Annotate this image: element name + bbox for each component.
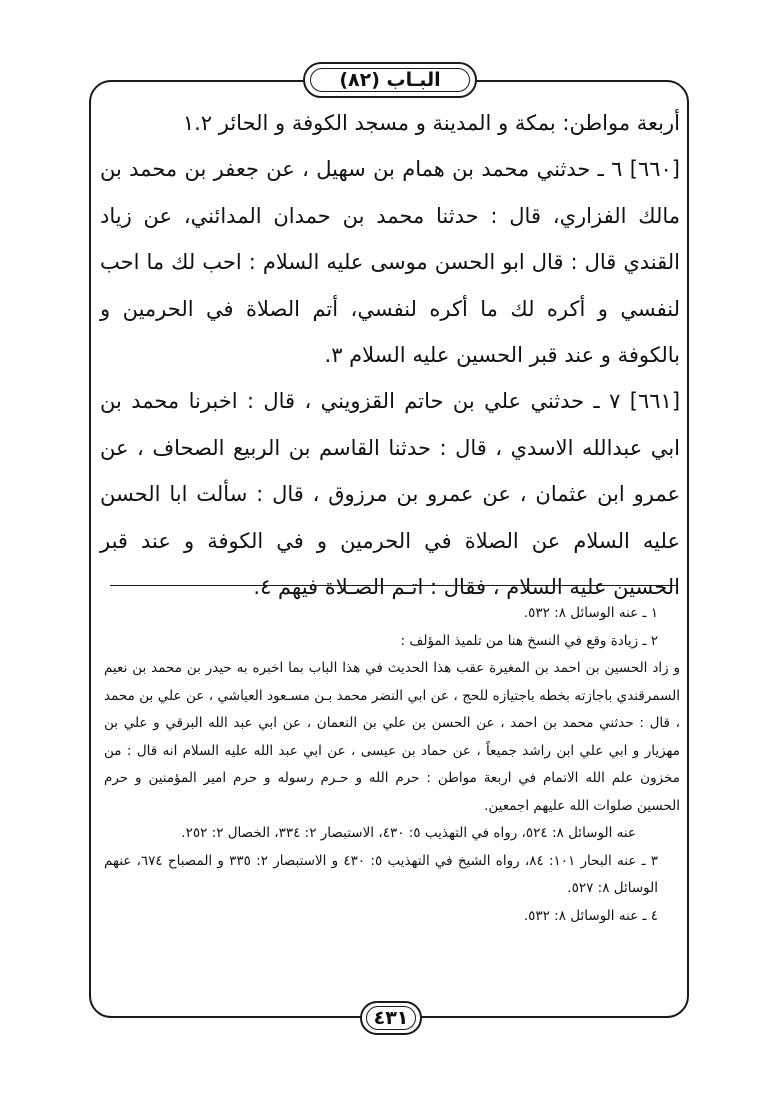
body-paragraph: أربعة مواطن: بمكة و المدينة و مسجد الكوفة و الحائر ١.٢ xyxy=(182,111,680,135)
footnote-2: ٢ ـ زيادة وقع في النسخ هنا من تلميذ المؤلف : xyxy=(400,632,658,649)
footnote-divider xyxy=(110,585,678,586)
footnotes xyxy=(104,600,680,930)
main-text xyxy=(100,100,680,610)
hadith-660: [٦٦٠] ٦ ـ حدثني محمد بن همام بن سهيل ، عن جعفر بن محمد بن مالك الفزاري، قال : حدثنا محمد بن حمدان المدائني، عن زياد القندي قال : قال ابو الحسن موسى عليه السلام : احب لك ما احب لنفسي و أكره لك ما أكره لنفسي، أتم الصلاة في الحرمين و بالكوفة و عند قبر الحسين عليه السلام ٣. xyxy=(100,157,680,368)
chapter-title: البـاب (٨٢) xyxy=(339,69,441,91)
page-number: ٤٣١ xyxy=(373,1007,409,1029)
footnote-2-source: عنه الوسائل ٨: ٥٢٤، رواه في التهذيب ٥: ٤٣٠، الاستبصار ٢: ٣٣٤، الخصال ٢: ٢٥٢. xyxy=(181,825,636,841)
footnote-4: ٤ ـ عنه الوسائل ٨: ٥٣٢. xyxy=(523,907,658,924)
chapter-header xyxy=(303,62,477,98)
hadith-661: [٦٦١] ٧ ـ حدثني علي بن حاتم القزويني ، قال : اخبرنا محمد بن ابي عبدالله الاسدي ، قال : حدثنا القاسم بن الربيع الصحاف ، عن عمرو ابن عثمان ، عن عمرو بن مرزوق ، قال : سألت ابا الحسن عليه السلام عن الصلاة في الحرمين و في الكوفة و عند قبر الحسين عليه السلام ، فقال : اتـم الصـلاة فيهم ٤. xyxy=(100,389,681,600)
page-number-badge xyxy=(360,1001,422,1035)
footnote-2-text: و زاد الحسين بن احمد بن المغيرة عقب هذا الحديث في هذا الباب بما اخبره به حيدر بن محمد بن نعيم السمرقندي باجازته بخطه باجتيازه للحج ، عن ابي النضر محمد بـن مسـعود العياشي ، عن علي بن محمد ، قال : حدثني محمد بن احمد ، عن الحسن بن علي بن النعمان ، عن ابي عبد الله البرقي و علي بن مهزيار و ابي علي ابن راشد جميعاً ، عن حماد بن عيسى ، عن ابي عبد الله عليه السلام انه قال : من مخزون علم الله الاتمام في اربعة مواطن : حرم الله و حـرم رسوله و حرم امير المؤمنين و حرم الحسين صلوات الله عليهم اجمعين. xyxy=(104,660,680,814)
footnote-1: ١ ـ عنه الوسائل ٨: ٥٣٢. xyxy=(523,605,658,621)
footnote-3: ٣ ـ عنه البحار ١٠١: ٨٤، رواه الشيخ في التهذيب ٥: ٤٣٠ و الاستبصار ٢: ٣٣٥ و المصباح ٦٧٤، عنهم الوسائل ٨: ٥٢٧. xyxy=(104,852,659,896)
